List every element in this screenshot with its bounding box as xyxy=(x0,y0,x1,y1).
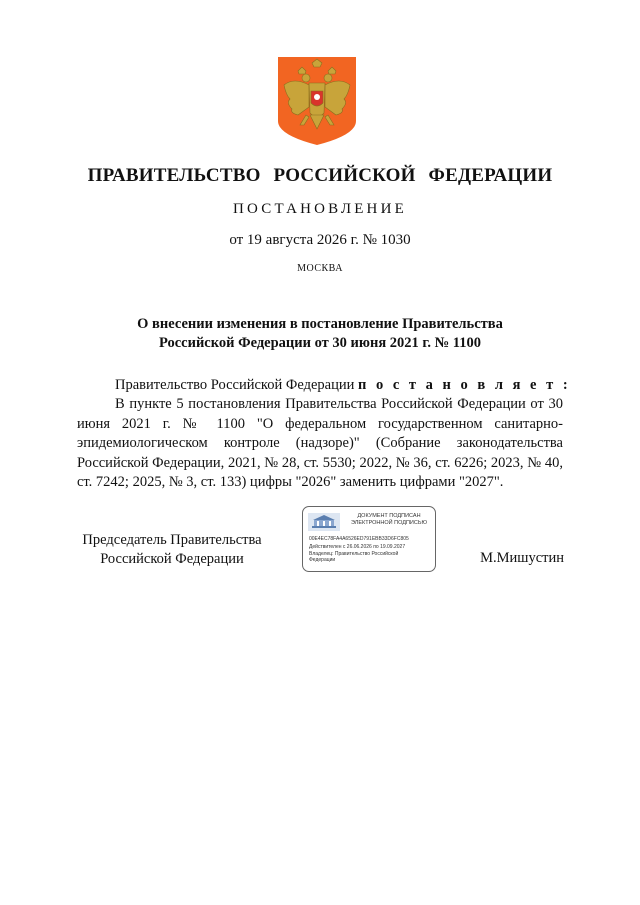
government-building-icon xyxy=(308,513,340,531)
coat-of-arms-emblem xyxy=(276,55,358,147)
preamble xyxy=(115,377,571,394)
subject-line-2: Российской Федерации от 30 июня 2021 г. № 1100 xyxy=(158,335,482,351)
electronic-signature-stamp xyxy=(302,506,436,572)
signer-name: М.Мишустин xyxy=(480,550,564,566)
document-subject xyxy=(0,315,640,353)
preamble-decree: п о с т а н о в л я е т : xyxy=(357,377,571,393)
government-title: ПРАВИТЕЛЬСТВО РОССИЙСКОЙ ФЕДЕРАЦИИ xyxy=(87,165,553,186)
resolution-paragraph: В пункте 5 постановления Правительства Российской Федерации от 30 июня 2021 г. № 1100 "О федеральном государственном санитарно-эпидемиологическом контроле (надзоре)" (Собрание законодательства Российской Федерации, 2021, № 28, ст. 5530; 2022, № 36, ст. 6226; 2023, № 40, ст. 7242; 2025, № 3, ст. 133) цифры "2026" заменить цифрами "2027". xyxy=(77,396,563,490)
signer-role-line-1: Председатель Правительства xyxy=(82,532,262,548)
stamp-owner-line-1: Владелец: Правительство Российской xyxy=(309,551,399,557)
document-city: МОСКВА xyxy=(297,263,343,274)
stamp-owner-line-2: Федерации xyxy=(309,557,336,563)
signer-role-line-2: Российской Федерации xyxy=(100,551,244,567)
stamp-certificate: 00E4EC78FA4A6526ED791EBB33D6FC805 xyxy=(309,536,409,542)
document-date-number: от 19 августа 2026 г. № 1030 xyxy=(229,232,411,248)
signer-role xyxy=(77,531,267,569)
stamp-validity: Действителен с 26.06.2026 по 19.09.2027 xyxy=(309,544,406,550)
stamp-title-line-1: ДОКУМЕНТ ПОДПИСАН xyxy=(357,513,421,519)
stamp-title-line-2: ЭЛЕКТРОННОЙ ПОДПИСЬЮ xyxy=(350,520,428,526)
stamp-title xyxy=(343,513,435,527)
document-type: ПОСТАНОВЛЕНИЕ xyxy=(233,201,407,217)
preamble-text: Правительство Российской Федерации xyxy=(115,377,358,393)
subject-line-1: О внесении изменения в постановление Правительства xyxy=(137,316,503,332)
